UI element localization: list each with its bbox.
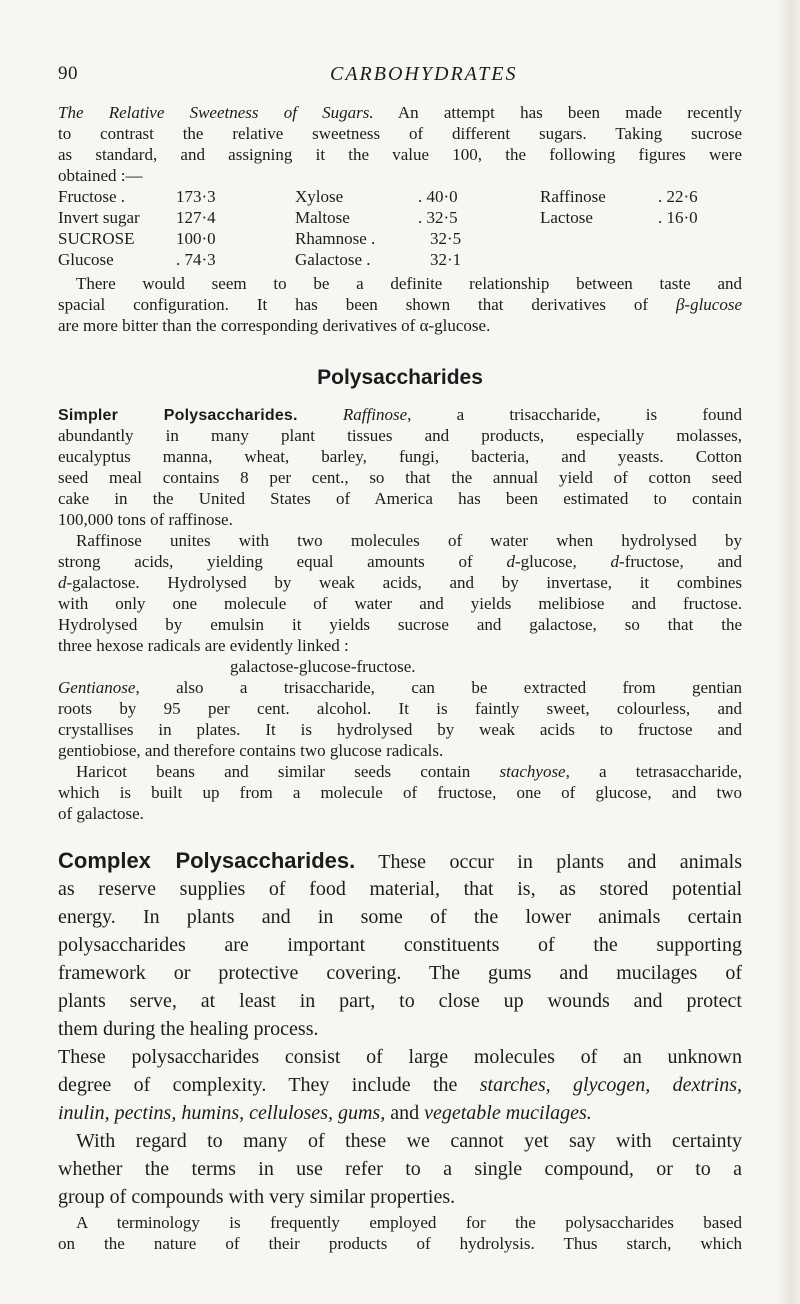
text-span: Gentianose — [58, 678, 136, 697]
body-line: group of compounds with very similar properties. — [58, 1186, 456, 1208]
intro-line: as standard, and assigning it the value 100, the following figures were — [58, 145, 742, 164]
body-line: as reserve supplies of food material, that is, as stored potential — [58, 878, 742, 900]
sugar-value: 32·5 — [430, 229, 462, 248]
text-span: An attempt has been made recently — [373, 103, 742, 122]
sugar-name: Xylose — [295, 187, 344, 206]
intro-line: obtained :— — [58, 166, 143, 185]
text-span: , also a trisaccharide, can be extracted from gentian — [135, 678, 742, 697]
subheading: Simpler Polysaccharides. — [58, 407, 298, 424]
sweetness-table — [58, 186, 742, 270]
body-line: Hydrolysed by emulsin it yields sucrose and galactose, so that the — [58, 615, 742, 634]
body-line — [58, 572, 742, 593]
text-span: are more bitter than the corresponding derivatives of — [58, 316, 420, 335]
text-span: vegetable mucilages. — [424, 1102, 592, 1124]
body-line — [58, 847, 742, 875]
body-line — [58, 315, 742, 336]
section-heading: Polysaccharides — [317, 366, 483, 389]
body-line: three hexose radicals are evidently linked : — [58, 636, 349, 655]
text-span: -glucose, — [514, 552, 611, 571]
text-span: d — [610, 552, 620, 571]
body-line — [58, 1099, 742, 1127]
table-row — [58, 228, 742, 249]
body-line: Raffinose unites with two molecules of water when hydrolysed by — [76, 531, 742, 550]
complex-polysaccharides — [58, 847, 742, 1211]
intro-line: to contrast the relative sweetness of different sugars. Taking sucrose — [58, 124, 742, 143]
terminology-paragraph — [58, 1212, 742, 1254]
sugar-name: Glucose — [58, 250, 114, 269]
sugar-value: . 32·5 — [418, 208, 458, 227]
table-row — [58, 186, 742, 207]
text-span: Raffinose — [342, 405, 408, 424]
body-line — [58, 551, 742, 572]
sugar-value: 32·1 — [430, 250, 462, 269]
body-line: plants serve, at least in part, to close up wounds and protect — [58, 990, 742, 1012]
text-span: α-glucose. — [419, 316, 491, 335]
running-title: CARBOHYDRATES — [330, 63, 518, 85]
table-row — [58, 249, 742, 270]
sugar-name: Galactose . — [295, 250, 371, 269]
sugar-value: . 74·3 — [176, 250, 216, 269]
text-span: strong acids, yielding equal amounts of — [58, 552, 507, 571]
sugar-value: . 40·0 — [418, 187, 458, 206]
body-line: polysaccharides are important constituents of the supporting — [58, 934, 742, 956]
body-line: abundantly in many plant tissues and products, especially molasses, — [58, 426, 742, 445]
text-span: Haricot beans and similar seeds contain — [76, 762, 500, 781]
sugar-name: Lactose — [540, 208, 593, 227]
text-span: spacial configuration. It has been shown that derivatives of — [58, 295, 676, 314]
body-line: 100,000 tons of raffinose. — [58, 510, 233, 529]
sugar-name: Maltose — [295, 208, 350, 227]
body-line: eucalyptus manna, wheat, barley, fungi, bacteria, and yeasts. Cotton — [58, 447, 742, 466]
text-span: d — [506, 552, 515, 571]
text-span: d — [58, 573, 67, 592]
body-line: These polysaccharides consist of large molecules of an unknown — [58, 1046, 742, 1068]
body-line — [58, 294, 742, 315]
sugar-value: 100·0 — [176, 229, 216, 248]
text-span: -fructose, and — [619, 552, 742, 571]
sugar-value: 173·3 — [176, 187, 216, 206]
body-line: With regard to many of these we cannot yet say with certainty — [76, 1130, 742, 1152]
sugar-name: Invert sugar — [58, 208, 140, 227]
body-line: There would seem to be a definite relationship between taste and — [76, 274, 742, 293]
body-line: of galactose. — [58, 804, 144, 823]
body-line: whether the terms in use refer to a single compound, or to a — [58, 1158, 742, 1180]
body-line: which is built up from a molecule of fructose, one of glucose, and two — [58, 783, 742, 802]
text-span: degree of complexity. They include the — [58, 1074, 480, 1096]
body-line: energy. In plants and in some of the lower animals certain — [58, 906, 742, 928]
relationship-paragraph — [58, 273, 742, 336]
sugar-name: SUCROSE — [58, 229, 135, 248]
sweetness-heading: The Relative Sweetness of Sugars. — [58, 103, 374, 122]
body-line: seed meal contains 8 per cent., so that the annual yield of cotton seed — [58, 468, 742, 487]
body-line: crystallises in plates. It is hydrolysed by weak acids to fructose and — [58, 720, 742, 739]
subheading: Complex Polysaccharides. — [58, 848, 356, 873]
text-span: starches, glycogen, dextrins, — [479, 1074, 742, 1096]
sugar-value: 127·4 — [176, 208, 216, 227]
body-line: on the nature of their products of hydrolysis. Thus starch, which — [58, 1234, 742, 1253]
intro-line — [58, 102, 742, 123]
sugar-name: Rhamnose . — [295, 229, 376, 248]
body-line: A terminology is frequently employed for the polysaccharides based — [76, 1213, 742, 1232]
body-line: with only one molecule of water and yields melibiose and fructose. — [58, 594, 742, 613]
body-line — [58, 1071, 742, 1099]
text-span: , a tetrasaccharide, — [565, 762, 742, 781]
sugar-value: . 16·0 — [658, 208, 698, 227]
sugar-value: . 22·6 — [658, 187, 698, 206]
text-span: These occur in plants and animals — [355, 851, 742, 873]
text-span: stachyose — [499, 762, 566, 781]
body-line: roots by 95 per cent. alcohol. It is faintly sweet, colourless, and — [58, 699, 742, 718]
page-edge-shadow — [778, 0, 800, 1304]
text-span: inulin, pectins, humins, celluloses, gums, — [58, 1102, 386, 1124]
sugar-name: Raffinose — [540, 187, 606, 206]
body-line: gentiobiose, and therefore contains two glucose radicals. — [58, 741, 444, 760]
text-span: , a trisaccharide, is found — [407, 405, 742, 424]
body-line: framework or protective covering. The gums and mucilages of — [58, 962, 742, 984]
body-line: them during the healing process. — [58, 1018, 319, 1040]
body-line — [58, 677, 742, 698]
intro-paragraph — [58, 102, 742, 186]
table-row — [58, 207, 742, 228]
body-line — [58, 404, 742, 425]
simpler-polysaccharides — [58, 404, 742, 824]
formula-line: galactose-glucose-fructose. — [230, 657, 416, 676]
text-span: β-glucose — [675, 295, 742, 314]
text-span: -galactose. Hydrolysed by weak acids, and by invertase, it combines — [66, 573, 742, 592]
body-line: cake in the United States of America has been estimated to contain — [58, 489, 742, 508]
text-span: and — [385, 1102, 425, 1124]
sugar-name: Fructose . — [58, 187, 126, 206]
page-number: 90 — [58, 63, 78, 84]
body-line — [58, 761, 742, 782]
